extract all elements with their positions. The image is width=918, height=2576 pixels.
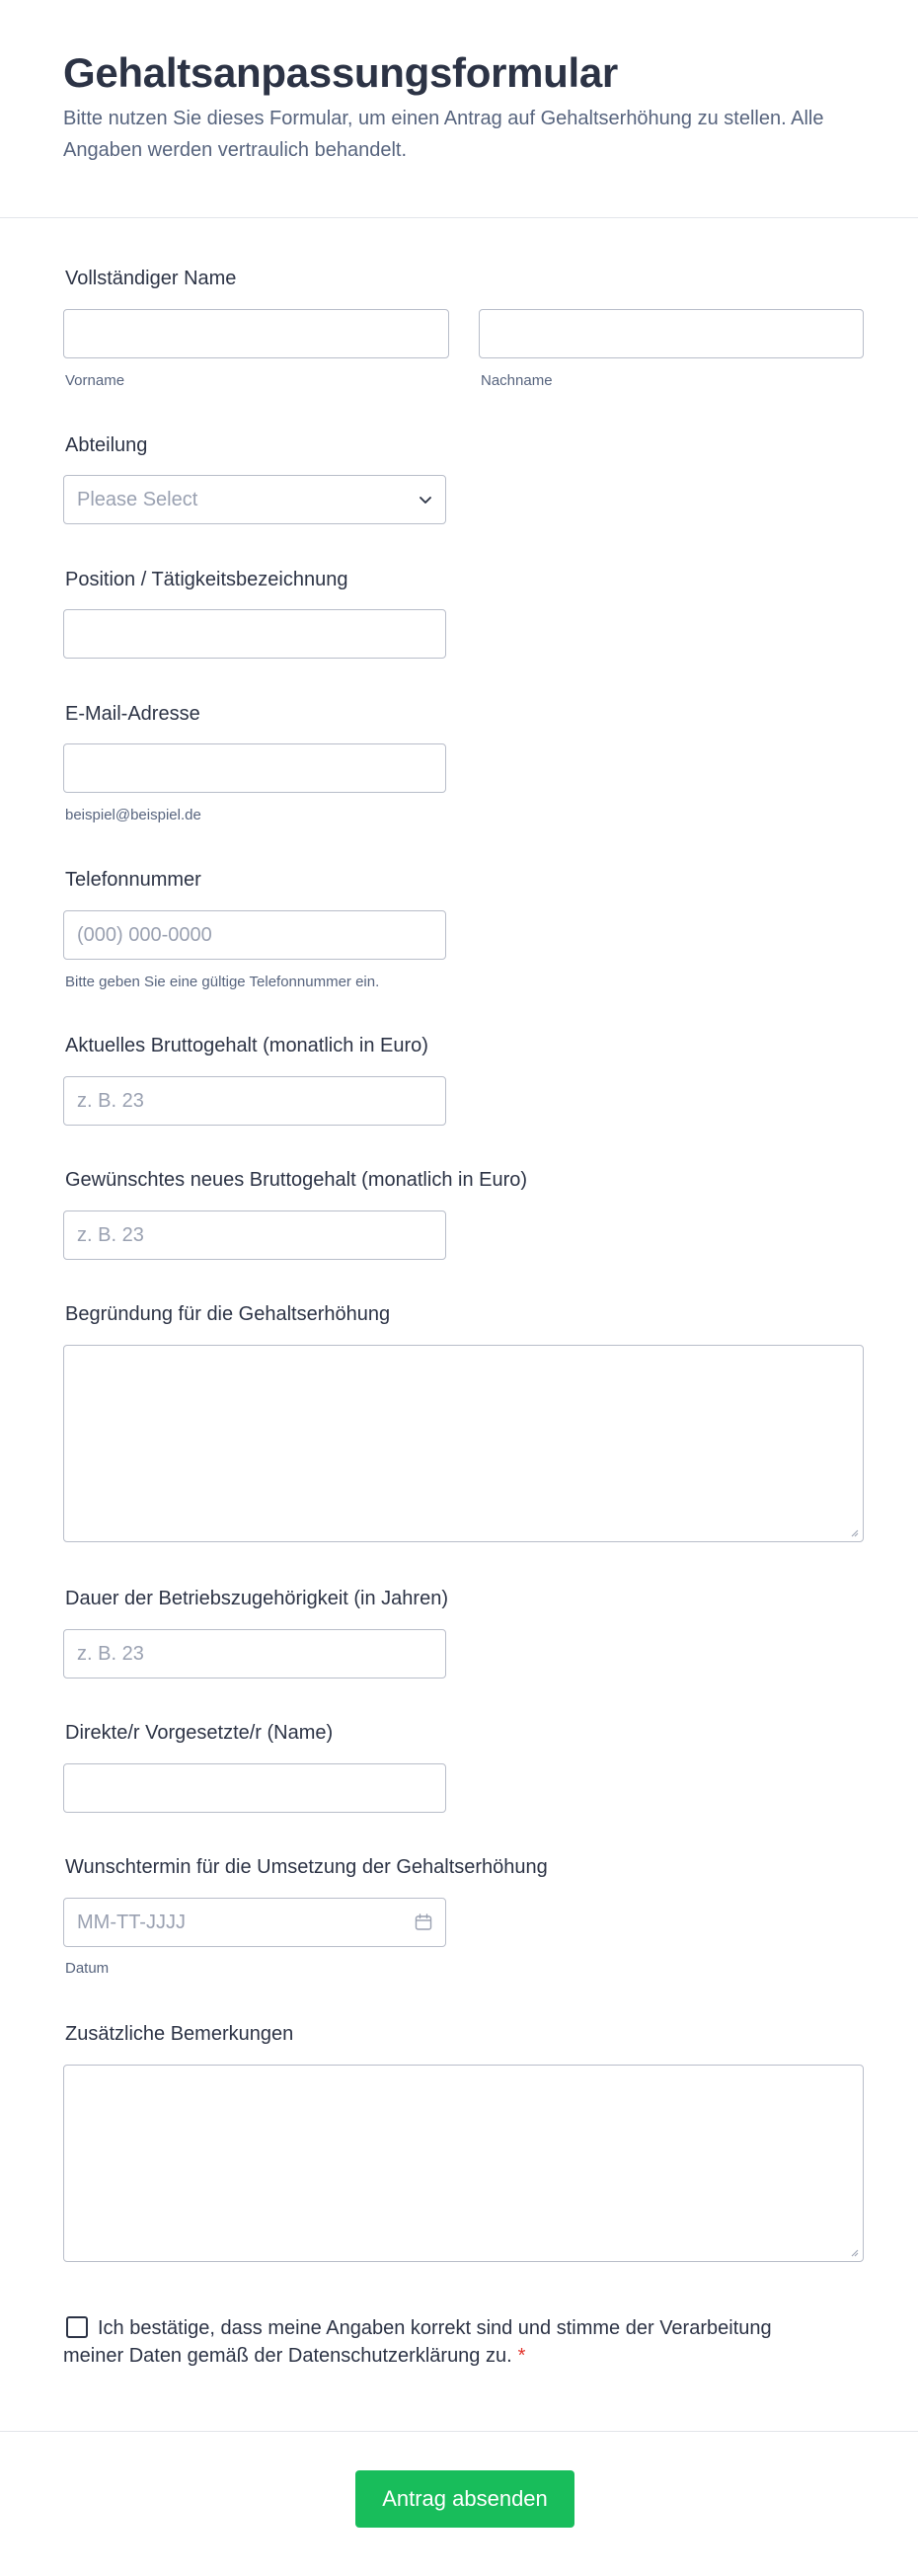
resize-handle-icon[interactable] (851, 1529, 859, 1537)
supervisor-input[interactable] (63, 1763, 446, 1813)
supervisor-label: Direkte/r Vorgesetzte/r (Name) (65, 1722, 334, 1744)
email-input[interactable] (63, 743, 446, 793)
department-label: Abteilung (65, 434, 148, 456)
submit-button[interactable]: Antrag absenden (355, 2470, 574, 2528)
current-salary-input[interactable] (63, 1076, 446, 1126)
new-salary-label: Gewünschtes neues Bruttogehalt (monatlich in Euro) (65, 1169, 528, 1191)
tenure-label: Dauer der Betriebszugehörigkeit (in Jahren) (65, 1588, 448, 1609)
current-salary-label: Aktuelles Bruttogehalt (monatlich in Euro) (65, 1035, 428, 1056)
phone-label: Telefonnummer (65, 869, 201, 891)
tenure-input[interactable] (63, 1629, 446, 1678)
page-subtitle: Bitte nutzen Sie dieses Formular, um einen Antrag auf Gehaltserhöhung zu stellen. Alle Angaben werden vertraulich behandelt. (63, 108, 824, 161)
phone-sublabel: Bitte geben Sie eine gültige Telefonnummer ein. (65, 974, 380, 990)
last-name-sublabel: Nachname (481, 372, 553, 389)
position-input[interactable] (63, 609, 446, 659)
position-label: Position / Tätigkeitsbezeichnung (65, 569, 348, 590)
date-placeholder: MM-TT-JJJJ (77, 1912, 186, 1933)
remarks-label: Zusätzliche Bemerkungen (65, 2023, 294, 2045)
consent-checkbox[interactable] (66, 2316, 88, 2338)
footer-divider (0, 2431, 918, 2432)
new-salary-placeholder: z. B. 23 (77, 1224, 144, 1246)
reason-label: Begründung für die Gehaltserhöhung (65, 1303, 391, 1325)
page-title: Gehaltsanpassungsformular (63, 49, 618, 96)
last-name-input[interactable] (479, 309, 864, 358)
phone-input[interactable] (63, 910, 446, 960)
department-selected-value: Please Select (77, 489, 198, 510)
tenure-placeholder: z. B. 23 (77, 1643, 144, 1665)
chevron-down-icon (418, 492, 433, 507)
reason-textarea[interactable] (63, 1345, 864, 1542)
current-salary-placeholder: z. B. 23 (77, 1090, 144, 1112)
first-name-input[interactable] (63, 309, 449, 358)
phone-placeholder: (000) 000-0000 (77, 924, 212, 946)
date-sublabel: Datum (65, 1960, 110, 1977)
email-label: E-Mail-Adresse (65, 703, 200, 725)
calendar-icon[interactable] (414, 1912, 433, 1932)
date-input[interactable] (63, 1898, 446, 1947)
required-mark: * (517, 2345, 526, 2367)
first-name-sublabel: Vorname (65, 372, 125, 389)
name-label: Vollständiger Name (65, 268, 237, 289)
department-select[interactable] (63, 475, 446, 524)
new-salary-input[interactable] (63, 1210, 446, 1260)
date-label: Wunschtermin für die Umsetzung der Gehaltserhöhung (65, 1856, 548, 1878)
resize-handle-icon[interactable] (851, 2249, 859, 2257)
email-sublabel: beispiel@beispiel.de (65, 807, 201, 823)
consent-field (63, 2314, 813, 2370)
form-header (0, 0, 918, 218)
remarks-textarea[interactable] (63, 2065, 864, 2262)
consent-text: Ich bestätige, dass meine Angaben korrekt sind und stimme der Verarbeitung meiner Daten gemäß der Datenschutzerklärung zu. (63, 2317, 772, 2367)
